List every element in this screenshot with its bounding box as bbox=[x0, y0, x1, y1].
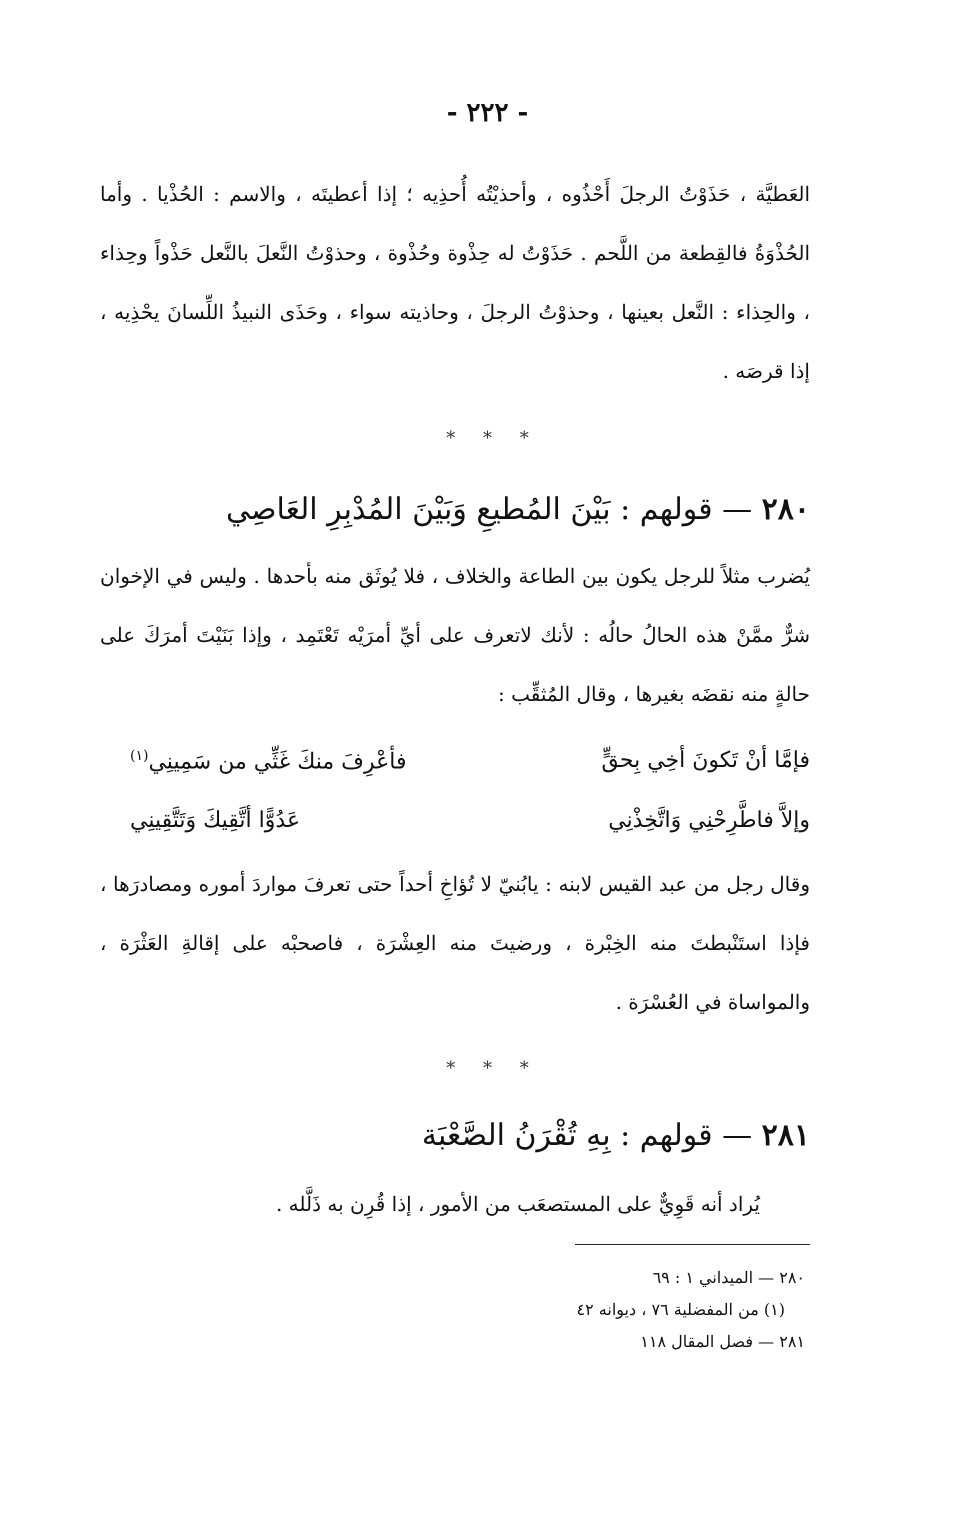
section-281-dash: — bbox=[722, 1118, 753, 1153]
verse-line-1 bbox=[130, 748, 810, 774]
section-281-paragraph bbox=[200, 1175, 760, 1234]
section-280-title: قولهم : بَيْنَ المُطيعِ وَبَيْنَ المُدْبِرِ العَاصِي bbox=[226, 492, 713, 527]
verse-1-first-hemistich: فإمَّا أنْ تَكونَ أخِي بِحقٍّ bbox=[601, 748, 810, 773]
footnote-3: ٢٨١ — فصل المقال ١١٨ bbox=[640, 1332, 805, 1351]
verse-1-second-text: فأعْرِفَ منكَ غَثِّي من سَمِينِي bbox=[148, 749, 407, 775]
section-281-number: ٢٨١ bbox=[761, 1118, 810, 1153]
section-separator-1: * * * bbox=[446, 428, 529, 449]
section-280-dash: — bbox=[722, 492, 753, 527]
paragraph-top-text: العَطيَّة ، حَذَوْتُ الرجلَ أَحْذُوه ، وأحذيْتُه أُحذِيه ؛ إذا أعطيتَه ، والاسم : الحُذْيا . وأما الحُذْوَةُ فالقِطعة من اللَّحم . حَذَوْتُ له حِذْوة وحُذْوة ، وحذوْتُ النَّعلَ بالنَّعل حَذْواً وحِذاء ، والحِذاء : النَّعل بعينها ، وحذوْتُ الرجلَ ، وحاذيته سواء ، وحَذَى النبيذُ اللِّسانَ يحْذِيه ، إذا قرصَه . bbox=[100, 182, 810, 383]
section-281-heading bbox=[422, 1118, 810, 1153]
paragraph-top bbox=[100, 165, 810, 401]
section-281-title: قولهم : بِهِ تُقْرَنُ الصَّعْبَة bbox=[421, 1118, 713, 1153]
footnote-2: (١) من المفضلية ٧٦ ، ديوانه ٤٢ bbox=[576, 1300, 785, 1319]
footnote-1: ٢٨٠ — الميداني ١ : ٦٩ bbox=[652, 1268, 805, 1287]
verse-2-first-hemistich: وإلاَّ فاطَّرِحْنِي وَاتَّخِذْنِي bbox=[608, 808, 810, 833]
verse-1-second-hemistich bbox=[130, 748, 406, 774]
section-281-paragraph-text: يُراد أنه قَوِيٌّ على المستصعَب من الأمور ، إذا قُرِن به ذَلَّله . bbox=[275, 1192, 760, 1216]
section-280-heading bbox=[226, 492, 810, 527]
verse-2-second-hemistich: عَدُوًّا أتَّقِيكَ وَتَتَّقِينِي bbox=[130, 808, 301, 833]
section-280-paragraph-1 bbox=[100, 547, 810, 724]
section-280-paragraph-1-text: يُضرب مثلاً للرجل يكون بين الطاعة والخلاف ، فلا يُوثَق منه بأحدها . وليس في الإخوان شرٌّ ممَّنْ هذه الحالُ حالُه : لأنك لاتعرف على أيِّ أمرَيْه تَعْتَمِد ، وإذا بَنَيْتَ أمرَكَ على حالةٍ منه نقضَه بغيرها ، وقال المُثقِّب : bbox=[100, 564, 810, 706]
section-separator-2: * * * bbox=[446, 1058, 529, 1079]
verse-line-2 bbox=[130, 808, 810, 833]
section-280-paragraph-2-text: وقال رجل من عبد القيس لابنه : يابُنيّ لا تُؤاخِ أحداً حتى تعرفَ مواردَ أموره ومصادرَها ، فإذا استَنْبطتَ منه الخِبْرة ، ورضيتَ منه العِشْرَة ، فاصحبْه على إقالةِ العَثْرَة ، والمواساة في العُسْرَة . bbox=[100, 872, 810, 1014]
section-280-paragraph-2 bbox=[100, 855, 810, 1032]
page-number: - ٢٢٢ - bbox=[446, 98, 529, 128]
footnote-rule bbox=[575, 1244, 810, 1245]
footnote-marker-1: (١) bbox=[130, 748, 149, 764]
section-280-number: ٢٨٠ bbox=[761, 492, 810, 527]
